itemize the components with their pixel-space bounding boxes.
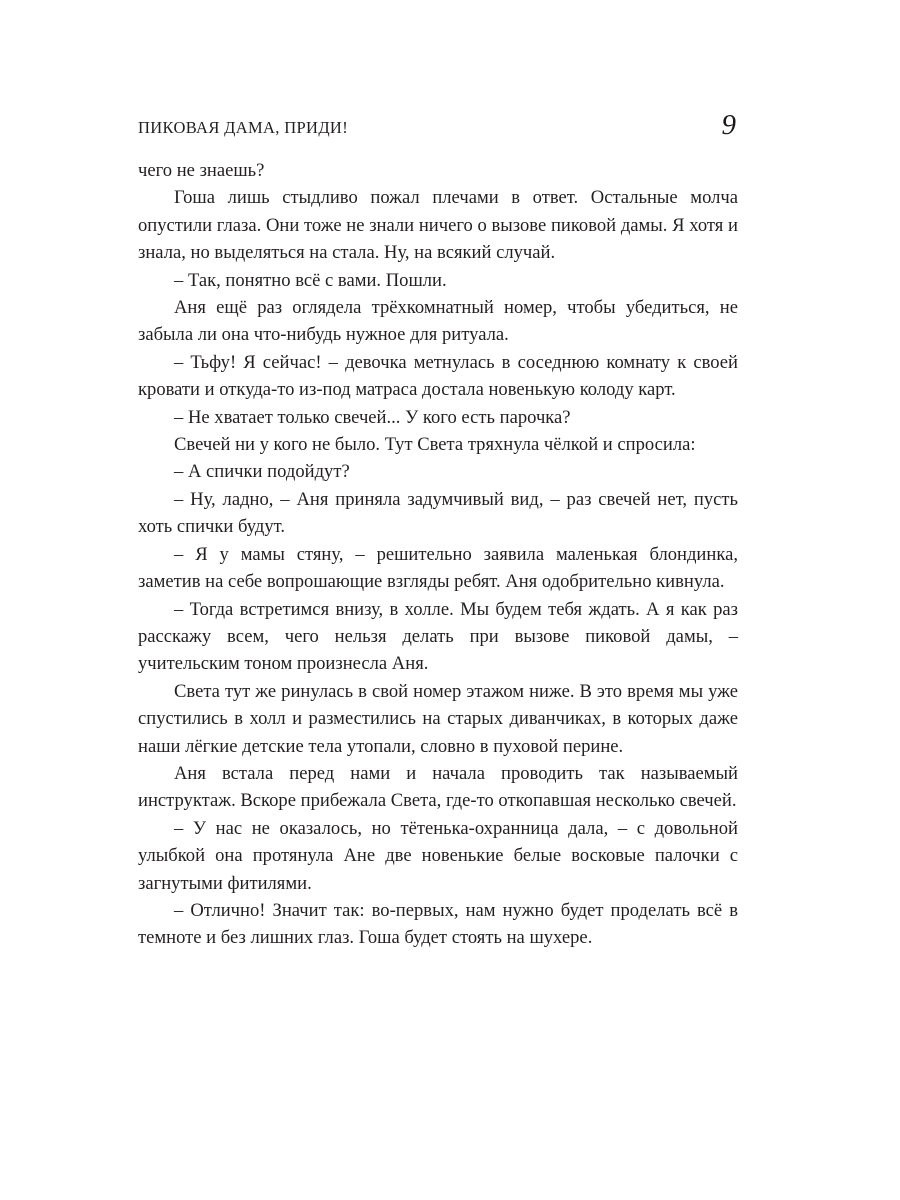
running-title: ПИКОВАЯ ДАМА, ПРИДИ!: [138, 118, 349, 137]
paragraph: – Ну, ладно, – Аня приняла задумчивый вид, – раз свечей нет, пусть хоть спички будут.: [138, 488, 738, 538]
page-number: 9: [721, 109, 736, 141]
paragraph: – Тьфу! Я сейчас! – девочка метнулась в соседнюю комнату к своей кровати и откуда-то из-под матраса достала новенькую колоду карт.: [138, 351, 738, 401]
paragraph: – Отлично! Значит так: во-первых, нам нужно будет проделать всё в темноте и без лишних глаз. Гоша будет стоять на шухере.: [138, 899, 738, 949]
paragraph: Свечей ни у кого не было. Тут Света тряхнула чёлкой и спросила:: [174, 434, 696, 456]
paragraph: – А спички подойдут?: [174, 461, 350, 483]
paragraph: – Тогда встретимся внизу, в холле. Мы будем тебя ждать. А я как раз расскажу всем, чего нельзя делать при вызове пиковой дамы, – учительским тоном произнесла Аня.: [138, 598, 738, 675]
paragraph: Аня ещё раз оглядела трёхкомнатный номер, чтобы убедиться, не забыла ли она что-нибудь нужное для ритуала.: [138, 297, 738, 346]
paragraph: – Не хватает только свечей... У кого есть парочка?: [174, 406, 571, 428]
body-text-column: [138, 157, 738, 952]
paragraph: – Я у мамы стяну, – решительно заявила маленькая блондинка, заметив на себе вопрошающие взгляды ребят. Аня одобрительно кивнула.: [138, 543, 738, 593]
paragraph: Аня встала перед нами и начала проводить так называемый инструктаж. Вскоре прибежала Света, где-то откопавшая несколько свечей.: [138, 762, 738, 812]
paragraph: Света тут же ринулась в свой номер этажом ниже. В это время мы уже спустились в холл и разместились на старых диванчиках, в которых даже наши лёгкие детские тела утопали, словно в пуховой перине.: [138, 680, 738, 757]
paragraph: Гоша лишь стыдливо пожал плечами в ответ. Остальные молча опустили глаза. Они тоже не знали ничего о вызове пиковой дамы. Я хотя и знала, но выделяться на стала. Ну, на всякий случай.: [138, 187, 738, 264]
paragraph: чего не знаешь?: [138, 160, 265, 181]
paragraph: – Так, понятно всё с вами. Пошли.: [174, 269, 447, 291]
running-head: [138, 109, 738, 148]
paragraph: – У нас не оказалось, но тётенька-охранница дала, – с довольной улыбкой она протянула Ане две новенькие белые восковые палочки с загнутыми фитилями.: [138, 817, 738, 894]
